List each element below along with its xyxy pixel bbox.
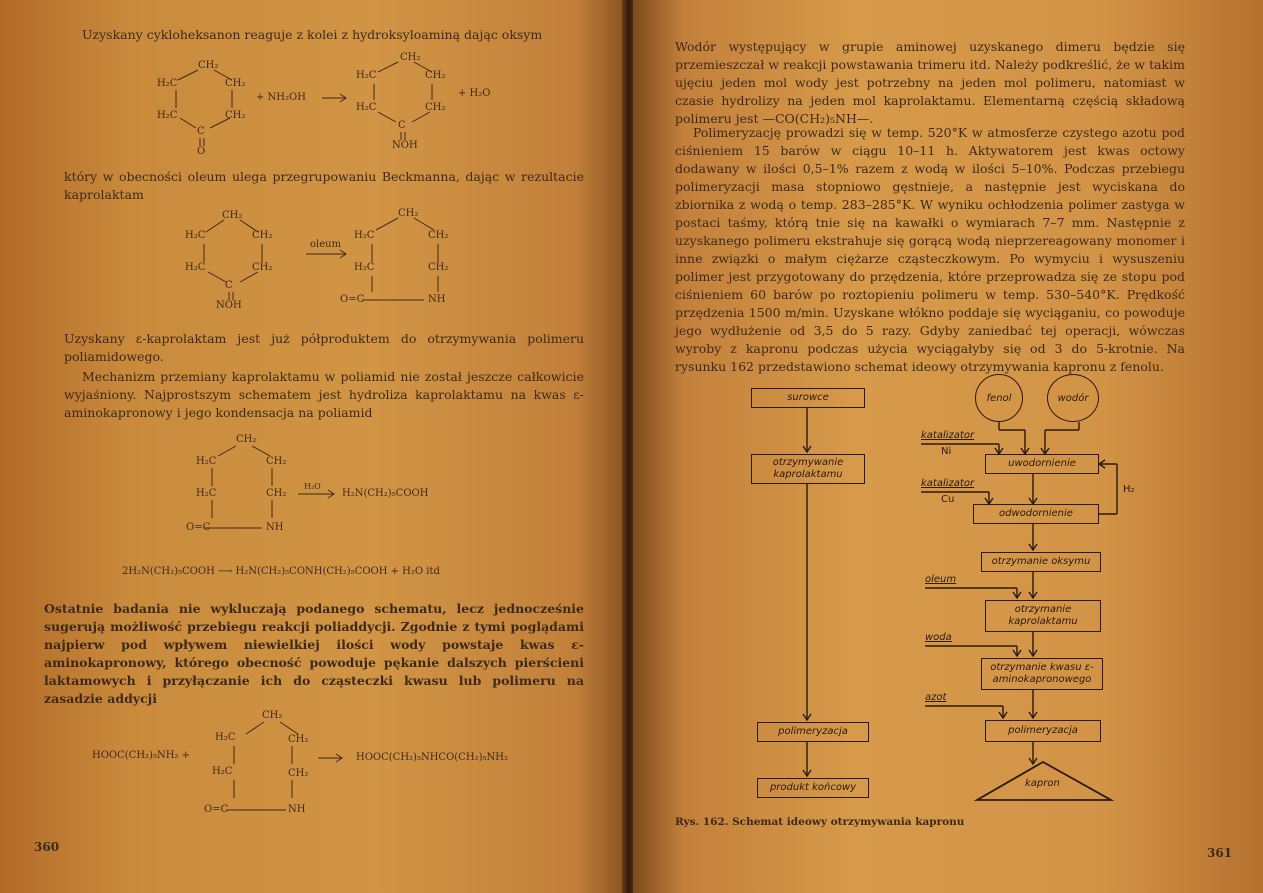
r2-l2: H₂C [185, 262, 206, 273]
left-page [0, 0, 625, 893]
para-polymerization: Polimeryzację prowadzi się w temp. 520°K w atmosferze czystego azotu pod ciśnieniem 15 barów w ciągu 10–11 h. Aktywatorem jest kwas octowy dodawany w ilości 0,5–1% razem z wodą w ilości 5–10%. Podczas przebiegu polimeryzacji masa stopniowo gęstnieje, a następnie jest wyciskana do zbiornika z wodą o temp. 283–285°K. W wyniku ochłodzenia polimer zastyga w postaci taśmy, którą tnie się na kawałki o wymiarach 7–7 mm. Następnie z uzyskanego polimeru ekstrahuje się gorącą wodą nieprzereagowany monomer i inne związki o małym ciężarze cząsteczkowym. Po wymyciu i wysuszeniu polimer jest przygotowany do przędzenia, które przeprowadza się ze stopu pod ciśnieniem 60 barów po roztopieniu polimeru w temp. 530–540°K. Prędkość przędzenia 1500 m/min. Uzyskane włókno poddaje się wyciąganiu, co powoduje jego wydłużenie od 3,5 do 5 razy. Gdyby zaniedbać tej operacji, wówczas wyroby z kapronu podczas użycia wyciągałyby się od 3 do 5-krotnie. Na rysunku 162 przedstawiono schemat ideowy otrzymywania kapronu z fenolu. [675, 125, 1185, 374]
r1-p-n: NOH [392, 140, 418, 151]
r5-r2: CH₂ [288, 768, 309, 779]
label-katalizator-cu: katalizator [921, 478, 975, 489]
label-oleum: oleum [925, 574, 957, 585]
label-h2: H₂ [1123, 484, 1135, 495]
r3-oc: O=C [186, 522, 211, 533]
circle-fenol: fenol [975, 374, 1023, 422]
label-katalizator-ni: katalizator [921, 430, 975, 441]
r1-p-top: CH₂ [400, 52, 421, 63]
box-otrzymanie-oksymu: otrzymanie oksymu [981, 552, 1101, 572]
r2-p-nh: NH [428, 294, 446, 305]
r1-p-r2: CH₂ [425, 102, 446, 113]
r5-reagent: HOOC(CH₂)₅NH₂ + [92, 750, 190, 761]
r3-arrow-label: H₂O [304, 482, 321, 491]
r1-p-c: C [398, 120, 406, 131]
flow-diagram-lines [633, 0, 1263, 820]
para-beckmann: który w obecności oleum ulega przegrupowaniu Beckmanna, dając w rezultacie kaprolaktam [64, 169, 584, 202]
r1-p-r1: CH₂ [425, 70, 446, 81]
r2-p-r2: CH₂ [428, 262, 449, 273]
r5-product: HOOC(CH₂)₅NHCO(CH₂)₅NH₂ [356, 752, 508, 763]
box-surowce: surowce [751, 388, 865, 408]
box-uwodornienie: uwodornienie [985, 454, 1099, 474]
r2-c: C [225, 280, 233, 291]
r2-r2: CH₂ [252, 262, 273, 273]
label-ni: Ni [941, 446, 952, 457]
r2-p-l2: H₂C [354, 262, 375, 273]
intro-line: Uzyskany cykloheksanon reaguje z kolei z hydroksyloaminą dając oksym [82, 27, 543, 42]
r3-nh: NH [266, 522, 284, 533]
label-kapron: kapron [1025, 778, 1060, 789]
box-otrzymanie-kwasu: otrzymanie kwasu ε-aminokapronowego [981, 658, 1103, 690]
r2-p-oc: O=C [340, 294, 365, 305]
reaction-addition-bonds [0, 0, 625, 830]
r1-l1: H₂C [157, 78, 178, 89]
r2-r1: CH₂ [252, 230, 273, 241]
r3-l1: H₂C [196, 456, 217, 467]
para-hydrogen: Wodór występujący w grupie aminowej uzyskanego dimeru będzie się przemieszczał w reakcji powstawania trimeru itd. Należy podkreślić, że w takim ujęciu jeden mol wody jest potrzebny na jeden mol polimeru, natomiast w czasie hydrolizy na jeden mol kaprolaktamu. Elementarną częścią składową polimeru jest —CO(CH₂)₅NH—. [675, 39, 1185, 126]
label-azot: azot [925, 692, 947, 703]
r2-arrow-label: oleum [310, 239, 342, 250]
r5-l2: H₂C [212, 766, 233, 777]
page-number-right: 361 [1207, 846, 1233, 860]
r3-product: H₂N(CH₂)₅COOH [342, 488, 429, 499]
r2-top: CH₂ [222, 210, 243, 221]
r2-p-top: CH₂ [398, 208, 419, 219]
r1-reagent: + NH₂OH [256, 92, 306, 103]
para-semiproduct: Uzyskany ε-kaprolaktam jest już półproduktem do otrzymywania polimeru poliamidowego. [64, 331, 584, 364]
page-number-left: 360 [34, 840, 60, 854]
r1-top: CH₂ [198, 60, 219, 71]
para-mechanism: Mechanizm przemiany kaprolaktamu w poliamid nie został jeszcze całkowicie wyjaśniony. Najprostszym schematem jest hydroliza kaprolaktamu na kwas ε-aminokapronowy i jego kondensacja na poliamid [64, 369, 584, 420]
r1-o: O [197, 146, 206, 157]
box-produkt-koncowy: produkt końcowy [757, 778, 869, 798]
box-polimeryzacja-right: polimeryzacja [985, 720, 1101, 742]
label-woda: woda [925, 632, 952, 643]
box-otrzymywanie-kaprolaktamu: otrzymywanie kaprolaktamu [751, 454, 865, 484]
r1-byproduct: + H₂O [458, 88, 491, 99]
box-odwodornienie: odwodornienie [973, 504, 1099, 524]
r3-r1: CH₂ [266, 456, 287, 467]
right-page [633, 0, 1263, 893]
reaction-condensation: 2H₂N(CH₂)₅COOH ⟶ H₂N(CH₂)₅CONH(CH₂)₅COOH + H₂O itd [122, 566, 440, 577]
para-polyaddition: Ostatnie badania nie wykluczają podanego schematu, lecz jednocześnie sugerują możliwość przebiegu reakcji poliaddycji. Zgodnie z tymi poglądami najpierw pod wpływem niewielkiej ilości wody powstaje kwas ε-aminokapronowy, którego obecność powoduje pękanie dalszych pierścieni laktamowych i przyłączanie ich do cząsteczki kwasu lub polimeru na zasadzie addycji [44, 601, 584, 706]
r1-p-l2: H₂C [356, 102, 377, 113]
circle-wodor: wodór [1047, 374, 1099, 422]
r2-p-l1: H₂C [354, 230, 375, 241]
r2-p-r1: CH₂ [428, 230, 449, 241]
r5-r1: CH₂ [288, 734, 309, 745]
figure-caption: Rys. 162. Schemat ideowy otrzymywania kapronu [675, 816, 965, 828]
r5-l1: H₂C [215, 732, 236, 743]
r2-n: NOH [216, 300, 242, 311]
r3-l2: H₂C [196, 488, 217, 499]
r1-r1: CH₂ [225, 78, 246, 89]
r1-c: C [197, 126, 205, 137]
r3-top: CH₂ [236, 434, 257, 445]
r3-r2: CH₂ [266, 488, 287, 499]
r1-p-l1: H₂C [356, 70, 377, 81]
box-otrzymanie-kaprolaktamu: otrzymanie kaprolaktamu [985, 600, 1101, 632]
r2-l1: H₂C [185, 230, 206, 241]
r1-l2: H₂C [157, 110, 178, 121]
r5-oc: O=C [204, 804, 229, 815]
label-cu: Cu [941, 494, 955, 505]
r5-nh: NH [288, 804, 306, 815]
r1-r2: CH₂ [225, 110, 246, 121]
r5-top: CH₂ [262, 710, 283, 721]
box-polimeryzacja-left: polimeryzacja [757, 722, 869, 742]
